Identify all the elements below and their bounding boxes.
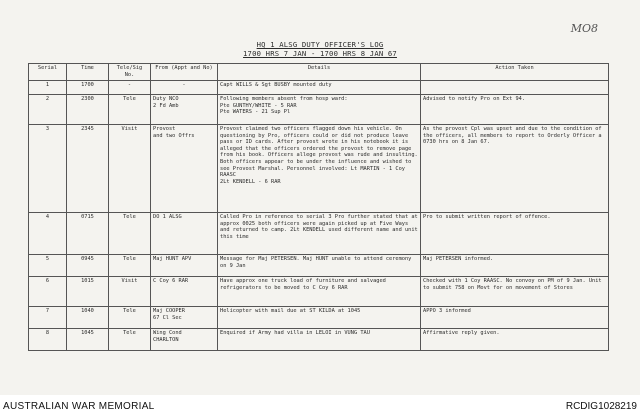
from-cell: Provost and two Offrs [151, 125, 218, 213]
serial-cell: 2 [29, 95, 67, 125]
details-cell: Following members absent from hosp ward: Pte GUNTHY/WHITE - 5 RAR Pte WATERS - 21 Sup Pl [218, 95, 421, 125]
action-cell: Maj PETERSEN informed. [421, 255, 609, 277]
time-cell: 2300 [67, 95, 109, 125]
table-row [29, 307, 609, 329]
from-cell: Duty NCO 2 Fd Amb [151, 95, 218, 125]
footer-bar [0, 396, 640, 415]
record-id: RCDIG1028219 [565, 401, 637, 412]
details-cell: Enquired if Army had villa in LELOI in VUNG TAU [218, 329, 421, 351]
tele-cell: Tele [109, 95, 151, 125]
details-cell: Provost claimed two officers flagged down his vehicle. On questioning by Pro, officers could or did not produce leave pass or ID cards. After provost wrote in his notebook it is alleged that the officers ordered the provost to remove page from his book. Officers allege provost was rude and insulting. Both officers appear to be under the influence and wished to see Provost Marshal. Personnel involved: Lt MARTIN - 1 Coy RAASC 2Lt KENDELL - 6 RAR [218, 125, 421, 213]
serial-cell: 5 [29, 255, 67, 277]
from-cell: - [151, 81, 218, 95]
table-row [29, 125, 609, 213]
time-cell: 0715 [67, 213, 109, 255]
header-from: From (Appt and No) [151, 64, 218, 81]
header-action: Action Taken [421, 64, 609, 81]
time-cell: 1700 [67, 81, 109, 95]
header-details: Details [218, 64, 421, 81]
serial-cell: 4 [29, 213, 67, 255]
details-cell: Called Pro in reference to serial 3 Pro further stated that at approx 0025 both officers were again picked up at Five Ways and returned to camp. 2Lt KENDELL used different name and unit this time [218, 213, 421, 255]
table-row [29, 255, 609, 277]
serial-cell: 7 [29, 307, 67, 329]
table-header-row [29, 64, 609, 81]
table-row [29, 277, 609, 307]
log-period: 1700 HRS 7 JAN - 1700 HRS 8 JAN 67 [243, 49, 397, 58]
from-cell: Maj COOPER 67 Cl Sec [151, 307, 218, 329]
table-row [29, 213, 609, 255]
table-row [29, 81, 609, 95]
archive-name: AUSTRALIAN WAR MEMORIAL [3, 401, 155, 412]
tele-cell: Tele [109, 329, 151, 351]
tele-cell: Visit [109, 125, 151, 213]
table-row [29, 329, 609, 351]
from-cell: Maj HUNT APV [151, 255, 218, 277]
from-cell: DO 1 ALSG [151, 213, 218, 255]
tele-cell: - [109, 81, 151, 95]
tele-cell: Tele [109, 255, 151, 277]
action-cell: Affirmative reply given. [421, 329, 609, 351]
handwritten-note: MO8 [570, 22, 598, 35]
header-tele-sig: Tele/Sig No. [109, 64, 151, 81]
details-cell: Message for Maj PETERSEN. Maj HUNT unable to attend ceremony on 9 Jan [218, 255, 421, 277]
table-row [29, 95, 609, 125]
details-cell: Capt WILLS & Sgt BUSBY mounted duty [218, 81, 421, 95]
header-time: Time [67, 64, 109, 81]
tele-cell: Visit [109, 277, 151, 307]
action-cell [421, 81, 609, 95]
duty-log-table [28, 63, 609, 351]
log-title: HQ 1 ALSG DUTY OFFICER'S LOG [256, 40, 384, 49]
time-cell: 2345 [67, 125, 109, 213]
action-cell: As the provost Cpl was upset and due to the condition of the officers, all members to report to Orderly Officer a 0730 hrs on 8 Jan 67. [421, 125, 609, 213]
time-cell: 1015 [67, 277, 109, 307]
tele-cell: Tele [109, 213, 151, 255]
action-cell: APPO 3 informed [421, 307, 609, 329]
details-cell: Have approx one truck load of furniture and salvaged refrigerators to be moved to C Coy 6 RAR [218, 277, 421, 307]
serial-cell: 1 [29, 81, 67, 95]
serial-cell: 8 [29, 329, 67, 351]
time-cell: 0945 [67, 255, 109, 277]
tele-cell: Tele [109, 307, 151, 329]
header-serial: Serial [29, 64, 67, 81]
from-cell: C Coy 6 RAR [151, 277, 218, 307]
action-cell: Pro to submit written report of offence. [421, 213, 609, 255]
action-cell: Checked with 1 Coy RAASC. No convoy on PM of 9 Jan. Unit to submit 758 on Movt for on movement of Stores [421, 277, 609, 307]
time-cell: 1045 [67, 329, 109, 351]
serial-cell: 6 [29, 277, 67, 307]
serial-cell: 3 [29, 125, 67, 213]
action-cell: Advised to notify Pro on Ext 94. [421, 95, 609, 125]
time-cell: 1040 [67, 307, 109, 329]
from-cell: Wing Cond CHARLTON [151, 329, 218, 351]
details-cell: Helicopter with mail due at ST KILDA at 1045 [218, 307, 421, 329]
